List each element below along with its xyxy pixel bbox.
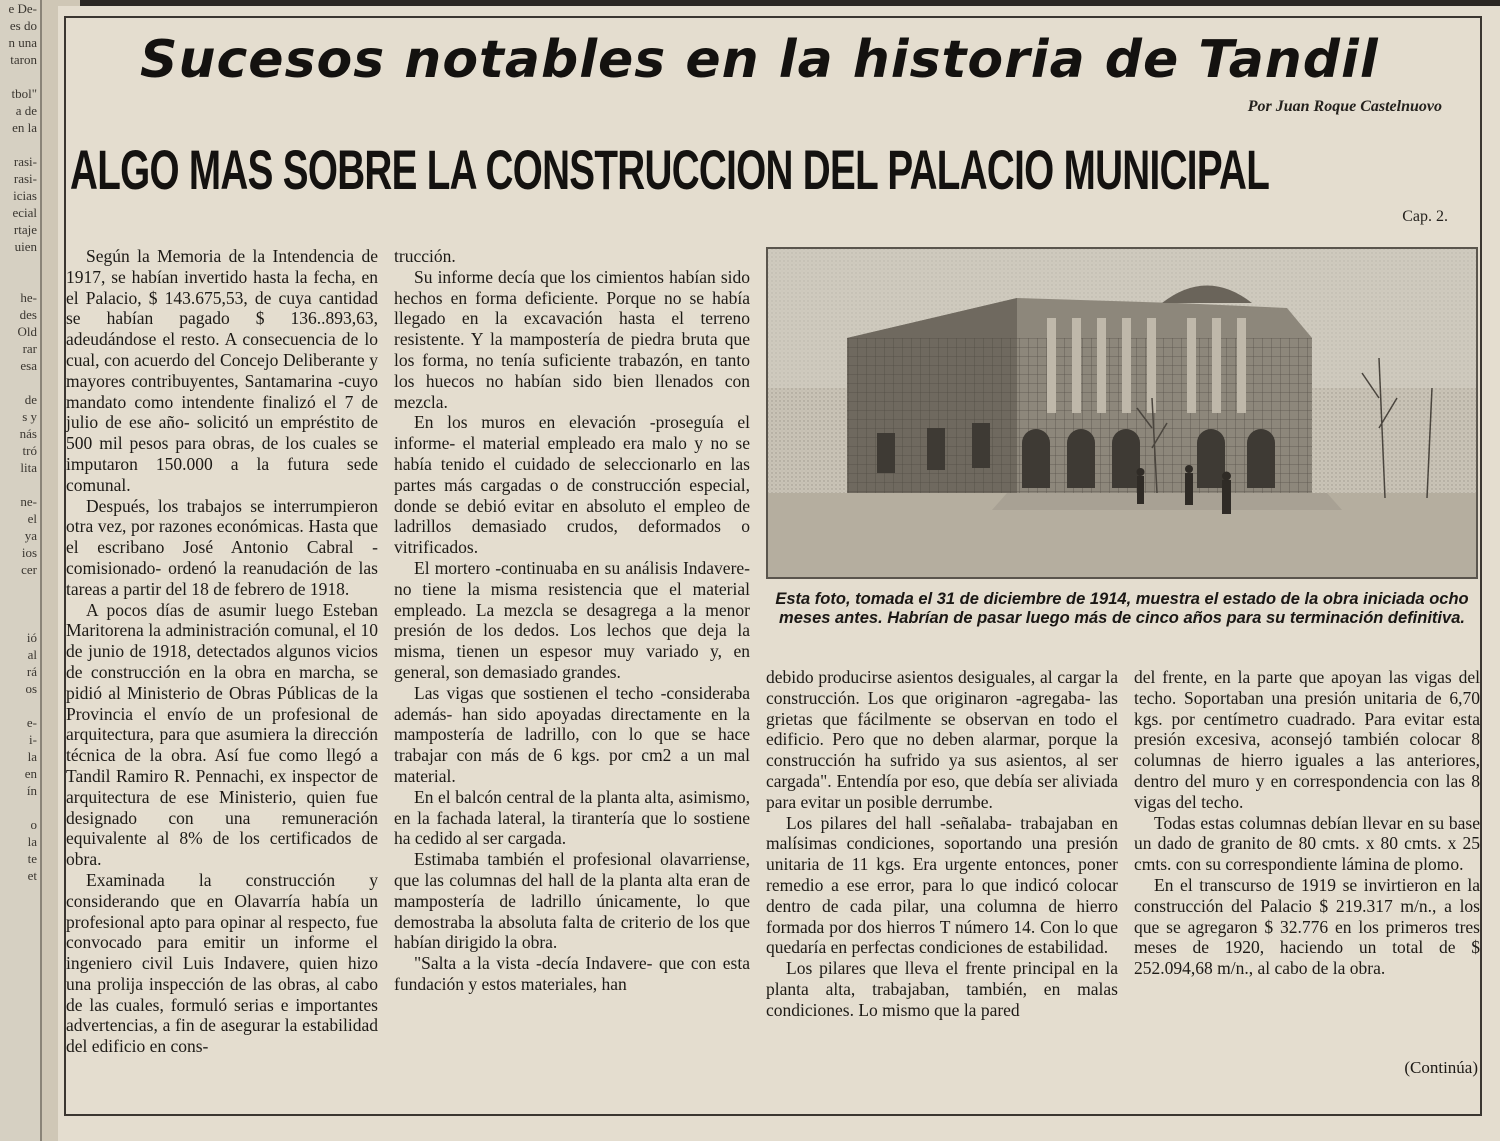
paragraph: Todas estas columnas debían llevar en su base un dado de granito de 80 cmts. x 80 cmts. x 25 cmts. con su correspondiente lámina de plomo. (1134, 812, 1480, 875)
fragment-line: e De- (8, 1, 37, 16)
fragment-line: ió (26, 630, 37, 645)
fragment-line: e- (26, 715, 37, 730)
byline: Por Juan Roque Castelnuovo (1247, 98, 1442, 115)
fragment-line: ne- (20, 494, 37, 509)
paragraph: Su informe decía que los cimientos habían sido hechos en forma deficiente. Porque no se había llegado en la excavación hasta el terreno resistente. Y la mampostería de piedra bruta que los forma, no tenía suficiente trabazón, en tanto los huecos no habían sido bien llenados con mezcla. (394, 266, 750, 412)
fragment-line (0, 578, 40, 595)
fragment-line: nás (19, 426, 37, 441)
paragraph: debido producirse asientos desiguales, al cargar la construcción. Los que originaron -agregaba- las grietas que fácilmente se observan en todo el edificio. Pero que no deben alarmar, porque la construcción ha sufrido ya sus asientos, al ser cargada". Entendía por eso, que debía ser aliviada para evitar un posible derrumbe. (766, 667, 1118, 812)
paragraph: "Salta a la vista -decía Indavere- que con esta fundación y estos materiales, han (394, 953, 750, 994)
paragraph: En el transcurso de 1919 se invirtieron en la construcción del Palacio $ 219.317 m/n., a los que se agregaron $ 32.776 en los primeros tres meses de 1920, haciendo un total de $ 252.094,68 m/n., al cabo de la obra. (1134, 874, 1480, 979)
historic-photo-palacio-municipal (766, 247, 1478, 579)
fragment-line: rasi- (13, 154, 37, 169)
photo-caption: Esta foto, tomada el 31 de diciembre de 1914, muestra el estado de la obra iniciada ocho meses antes. Habrían de pasar luego más de cinco años para su terminación definitiva. (775, 590, 1469, 627)
paragraph: Las vigas que sostienen el techo -consideraba además- han sido apoyadas directamente en la mampostería de ladrillo, con lo que se hace trabajar con más de 6 kgs. por cm2 a un mal material. (394, 682, 750, 786)
fragment-line: n una (8, 35, 37, 50)
paragraph: Examinada la construcción y considerando que en Olavarría había un profesional apto para opinar al respecto, fue convocado para emitir un informe el ingeniero civil Luis Indavere, quien hizo una prolija inspección de las obras, al cabo de las cuales, formuló serias e importantes advertencias, a fin de asegurar la estabilidad del edificio en cons- (66, 869, 378, 1057)
paragraph: El mortero -continuaba en su análisis Indavere- no tiene la misma resistencia que el material empleado. La mezcla se desagrega a la menor presión de los dedos. Los lechos que deja la misma, tienen un espesor muy variado y, en general, son demasiado grandes. (394, 557, 750, 682)
fragment-line: ín (26, 783, 37, 798)
series-title: Sucesos notables en la historia de Tandil (140, 30, 1379, 90)
fragment-line: i- (29, 732, 37, 747)
paragraph: Los pilares del hall -señalaba- trabajaban en malísimas condiciones, soportando una presión unitaria de 11 kgs. Era urgente entonces, poner remedio a ese error, para lo que indicó colocar dentro de cada pilar, una columna de hierro formada por dos hierros T número 14. Con lo que quedaría en perfectas condiciones de estabilidad. (766, 812, 1118, 958)
continued-note: (Continúa) (1404, 1058, 1478, 1077)
fragment-line (0, 68, 40, 85)
fragment-line: tró (22, 443, 37, 458)
paragraph: Según la Memoria de la Intendencia de 1917, se habían invertido hasta la fecha, en el Palacio, $ 143.675,53, de cuya cantidad se habían pagado $ 136..893,63, adeudándose el resto. A consecuencia de lo cual, con acuerdo del Concejo Deliberante y mayores contribuyentes, Santamarina -cuyo mandato como intendente finalizó el 7 de julio de ese año- solicitó un empréstito de 500 mil pesos para obras, de los cuales se imputaron 150.000 a la futura sede comunal. (66, 246, 378, 495)
fragment-line: en (24, 766, 37, 781)
fragment-line (0, 476, 40, 493)
fragment-line (0, 374, 40, 391)
fragment-line: la (27, 834, 37, 849)
paragraph: En el balcón central de la planta alta, asimismo, en la fachada lateral, la tirantería que lo sostiene ha cedido al ser cargada. (394, 786, 750, 849)
paragraph: Los pilares que lleva el frente principal en la planta alta, trabajaban, también, en malas condiciones. Lo mismo que la pared (766, 958, 1118, 1020)
paragraph: del frente, en la parte que apoyan las vigas del techo. Soportaban una presión unitaria de 6,70 kgs. por centímetro cuadrado. Para evitar esta presión excesiva, aconsejó también colocar 8 columnas de hierro iguales a las anteriores, dentro del muro y en correspondencia con las 8 vigas del techo. (1134, 667, 1480, 812)
fragment-line (0, 595, 40, 612)
fragment-line: rá (26, 664, 37, 679)
fragment-line: el (27, 511, 37, 526)
fragment-line: he- (20, 290, 37, 305)
fragment-line: ios (21, 545, 37, 560)
paragraph: Después, los trabajos se interrumpieron otra vez, por razones económicas. Hasta que el escribano José Antonio Cabral -comisionado- ordenó la reanudación de las tareas a partir del 18 de febrero de 1918. (66, 495, 378, 599)
fragment-line: rasi- (13, 171, 37, 186)
fragment-line (0, 799, 40, 816)
fragment-line: al (27, 647, 37, 662)
fragment-line: ecial (12, 205, 37, 220)
fragment-line (0, 697, 40, 714)
photo-illustration (767, 248, 1477, 578)
fragment-line: te (27, 851, 37, 866)
fragment-line (0, 272, 40, 289)
adjacent-page-fragment (0, 0, 42, 1141)
chapter-label: Cap. 2. (1402, 208, 1448, 225)
fragment-line: uien (14, 239, 37, 254)
fragment-line: rtaje (13, 222, 37, 237)
fragment-line: taron (10, 52, 37, 67)
headline: ALGO MAS SOBRE LA CONSTRUCCION DEL PALACIO MUNICIPAL (70, 138, 1270, 201)
paragraph: En los muros en elevación -proseguía el informe- el material empleado era malo y no se había tenido el cuidado de seleccionarlo en las partes más cargadas o de construcción especial, donde se debió evitar en absoluto el empleo de ladrillos demasiado crudos, deformados o vitrificados. (394, 412, 750, 558)
article-column-4 (1134, 667, 1480, 979)
fragment-line: en la (12, 120, 37, 135)
fragment-line: es do (9, 18, 37, 33)
fragment-line: icias (13, 188, 37, 203)
fragment-line: o (30, 817, 37, 832)
paragraph: Estimaba también el profesional olavarriense, que las columnas del hall de la planta alta eran de mampostería de ladrillo únicamente, lo que demostraba la absoluta falta de criterio de los que habían dirigido la obra. (394, 849, 750, 953)
fragment-line: de (24, 392, 37, 407)
paragraph: trucción. (394, 246, 456, 266)
fragment-line: os (25, 681, 37, 696)
fragment-line: cer (21, 562, 37, 577)
fragment-line: lita (20, 460, 37, 475)
fragment-line (0, 612, 40, 629)
fragment-line (0, 136, 40, 153)
article-column-3 (766, 667, 1118, 1021)
fragment-line (0, 255, 40, 272)
fragment-line: des (19, 307, 37, 322)
fragment-line: tbol" (11, 86, 37, 101)
fragment-line: rar (22, 341, 37, 356)
article-column-2 (394, 246, 750, 995)
article-column-1 (66, 246, 378, 1057)
fragment-line: et (27, 868, 37, 883)
fragment-line: la (27, 749, 37, 764)
fragment-line: s y (22, 409, 37, 424)
paragraph: A pocos días de asumir luego Esteban Maritorena la administración comunal, el 10 de junio de 1918, detectados algunos vicios de construcción en la obra en marcha, se pidió al Ministerio de Obras Públicas de la Provincia el envío de un profesional de arquitectura, para que asumiera la dirección técnica de la obra. Así fue como llegó a Tandil Ramiro R. Pennachi, ex inspector de arquitectura de ese Ministerio, quien fue designado con una remuneración equivalente al 8% de los certificados de obra. (66, 599, 378, 870)
fragment-line: Old (17, 324, 37, 339)
fragment-line: ya (24, 528, 37, 543)
fragment-line: esa (20, 358, 37, 373)
fragment-line: a de (15, 103, 37, 118)
